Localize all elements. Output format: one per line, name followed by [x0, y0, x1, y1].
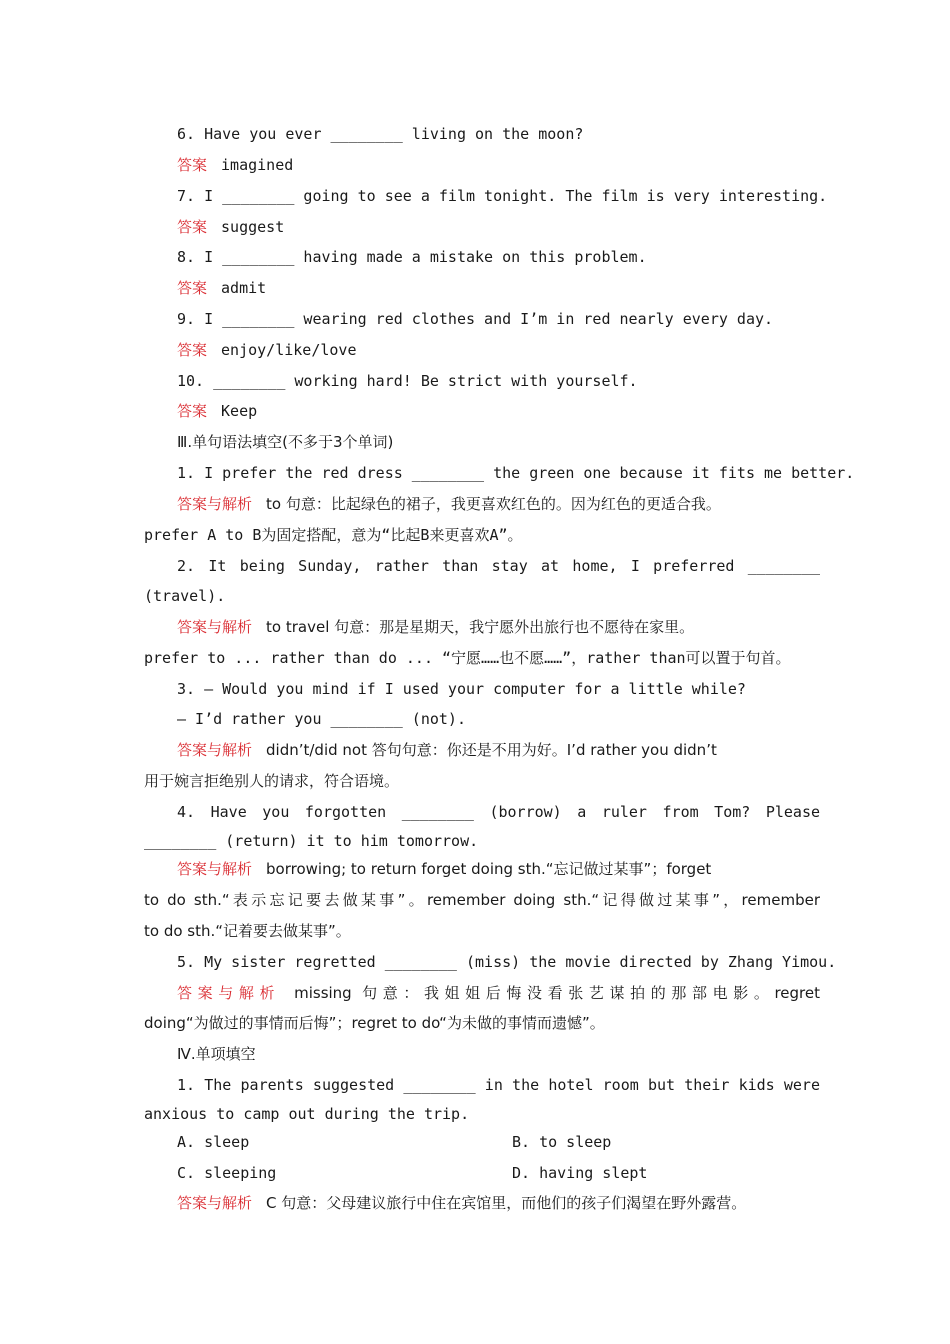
part3-question-3-reply: — I’d rather you ________ (not).	[177, 710, 466, 728]
part4-question-1: 1. The parents suggested ________ in the hotel room but their kids were	[177, 1076, 820, 1094]
answer-8	[177, 278, 820, 298]
answer-text: enjoy/like/love	[221, 341, 357, 359]
explain-label: 答案与解析	[177, 618, 253, 636]
answer-text: Keep	[221, 402, 258, 420]
question-8: 8. I ________ having made a mistake on this problem.	[177, 248, 647, 266]
question-7: 7. I ________ going to see a film tonight. The film is very interesting.	[177, 187, 828, 205]
part3-explain-2-cont: prefer to ... rather than do ... “宁愿……也不愿……”，rather than可以置于句首。	[144, 649, 791, 667]
question-10: 10. ________ working hard! Be strict with yourself.	[177, 372, 638, 390]
option-b: B. to sleep	[512, 1133, 612, 1151]
part3-explain-3-cont: 用于婉言拒绝别人的请求，符合语境。	[144, 772, 400, 790]
explain-text: to travel 句意：那是星期天，我宁愿外出旅行也不愿待在家里。	[266, 618, 695, 636]
part4-question-1-cont: anxious to camp out during the trip.	[144, 1105, 470, 1123]
section-heading-part4: Ⅳ.单项填空	[177, 1045, 256, 1063]
part3-explain-5	[177, 983, 820, 1003]
answer-label: 答案	[177, 218, 208, 236]
part3-explain-5-cont: doing“为做过的事情而后悔”；regret to do“为未做的事情而遗憾”。	[144, 1014, 605, 1032]
part3-question-4-cont: ________ (return) it to him tomorrow.	[144, 832, 479, 850]
explain-label: 答案与解析	[177, 984, 281, 1002]
part3-question-1: 1. I prefer the red dress ________ the green one because it fits me better.	[177, 464, 855, 482]
part3-question-4: 4. Have you forgotten ________ (borrow) a ruler from Tom? Please	[177, 803, 820, 821]
part3-explain-1-cont: prefer A to B为固定搭配，意为“比起B来更喜欢A”。	[144, 526, 523, 544]
answer-text: admit	[221, 279, 267, 297]
answer-label: 答案	[177, 341, 208, 359]
explain-text: to 句意：比起绿色的裙子，我更喜欢红色的。因为红色的更适合我。	[266, 495, 721, 513]
part3-question-2: 2. It being Sunday, rather than stay at home, I preferred ________	[177, 557, 820, 575]
explain-label: 答案与解析	[177, 1194, 253, 1212]
explain-text: borrowing; to return forget doing sth.“忘记做过某事”；forget	[266, 860, 712, 878]
part3-explain-4-cont1: to do sth.“表示忘记要去做某事”。remember doing sth.“记得做过某事”，remember	[144, 891, 820, 909]
section-heading-part3: Ⅲ.单句语法填空(不多于3个单词)	[177, 433, 394, 451]
part3-explain-4	[177, 859, 820, 879]
part4-explain-1	[177, 1193, 820, 1213]
answer-label: 答案	[177, 279, 208, 297]
part3-explain-4-cont2: to do sth.“记着要去做某事”。	[144, 922, 351, 940]
explain-text: missing 句意：我姐姐后悔没看张艺谋拍的那部电影。regret	[294, 984, 820, 1002]
answer-10	[177, 401, 820, 421]
question-9: 9. I ________ wearing red clothes and I’m in red nearly every day.	[177, 310, 774, 328]
part3-explain-3	[177, 740, 820, 760]
answer-9	[177, 340, 820, 360]
part3-explain-1	[177, 494, 820, 514]
answer-6	[177, 155, 820, 175]
part3-question-5: 5. My sister regretted ________ (miss) the movie directed by Zhang Yimou.	[177, 953, 837, 971]
answer-text: suggest	[221, 218, 285, 236]
part3-question-3: 3. — Would you mind if I used your computer for a little while?	[177, 680, 746, 698]
option-d: D. having slept	[512, 1164, 648, 1182]
question-6: 6. Have you ever ________ living on the moon?	[177, 125, 584, 143]
option-a: A. sleep	[177, 1133, 250, 1151]
option-c: C. sleeping	[177, 1164, 277, 1182]
answer-label: 答案	[177, 156, 208, 174]
part3-question-2-cont: (travel).	[144, 587, 226, 605]
answer-label: 答案	[177, 402, 208, 420]
part3-explain-2	[177, 617, 820, 637]
answer-text: imagined	[221, 156, 294, 174]
explain-label: 答案与解析	[177, 495, 253, 513]
explain-text: didn’t/did not 答句句意：你还是不用为好。I’d rather you didn’t	[266, 741, 717, 759]
explain-text: C 句意：父母建议旅行中住在宾馆里，而他们的孩子们渴望在野外露营。	[266, 1194, 747, 1212]
explain-label: 答案与解析	[177, 741, 253, 759]
explain-label: 答案与解析	[177, 860, 253, 878]
answer-7	[177, 217, 820, 237]
